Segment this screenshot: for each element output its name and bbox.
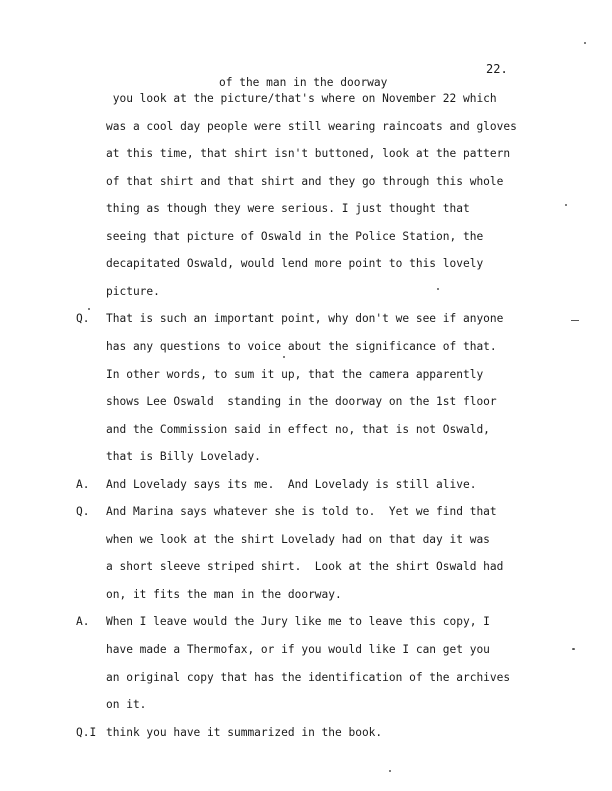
transcript-line: When I leave would the Jury like me to leave this copy, I <box>106 615 490 628</box>
transcript-line: decapitated Oswald, would lend more point to this lovely <box>106 257 484 270</box>
transcript-line: of that shirt and that shirt and they go through this whole <box>106 175 504 188</box>
transcript-line: have made a Thermofax, or if you would like I can get you <box>106 643 490 656</box>
transcript-line: an original copy that has the identification of the archives <box>106 671 511 684</box>
transcript-line: you look at the picture/that's where on November 22 which <box>106 92 497 105</box>
transcript-line: That is such an important point, why don't we see if anyone <box>106 312 504 325</box>
speaker-label: A. <box>76 478 90 491</box>
transcript-line: when we look at the shirt Lovelady had on that day it was <box>106 533 490 546</box>
transcript-line: thing as though they were serious. I just thought that <box>106 202 470 215</box>
transcript-line: picture. <box>106 285 160 298</box>
transcript-line: And Marina says whatever she is told to. Yet we find that <box>106 505 497 518</box>
scan-speck <box>565 204 567 206</box>
handwritten-insertion: of the man in the doorway <box>219 76 388 89</box>
speaker-label: A. <box>76 615 90 628</box>
scan-speck <box>389 770 391 772</box>
page-number: 22. <box>486 62 508 76</box>
transcript-line: And Lovelady says its me. And Lovelady is still alive. <box>106 478 477 491</box>
transcript-line: think you have it summarized in the book. <box>106 726 383 739</box>
speaker-label: Q.I <box>76 726 97 739</box>
transcript-line: that is Billy Lovelady. <box>106 450 261 463</box>
transcript-line: shows Lee Oswald standing in the doorway on the 1st floor <box>106 395 497 408</box>
transcript-line: In other words, to sum it up, that the camera apparently <box>106 368 484 381</box>
scan-speck <box>437 288 439 290</box>
transcript-line: seeing that picture of Oswald in the Police Station, the <box>106 230 484 243</box>
transcript-line: on it. <box>106 698 147 711</box>
scan-speck <box>88 308 90 310</box>
scan-speck <box>571 320 579 321</box>
scan-speck <box>572 648 575 650</box>
transcript-line: has any questions to voice about the significance of that. <box>106 340 497 353</box>
scan-speck <box>584 42 586 44</box>
speaker-label: Q. <box>76 312 90 325</box>
scan-speck <box>283 356 285 358</box>
transcript-line: a short sleeve striped shirt. Look at the shirt Oswald had <box>106 560 504 573</box>
transcript-line: and the Commission said in effect no, that is not Oswald, <box>106 423 490 436</box>
transcript-line: on, it fits the man in the doorway. <box>106 588 342 601</box>
transcript-line: at this time, that shirt isn't buttoned, look at the pattern <box>106 147 511 160</box>
transcript-line: was a cool day people were still wearing raincoats and gloves <box>106 120 517 133</box>
speaker-label: Q. <box>76 505 90 518</box>
